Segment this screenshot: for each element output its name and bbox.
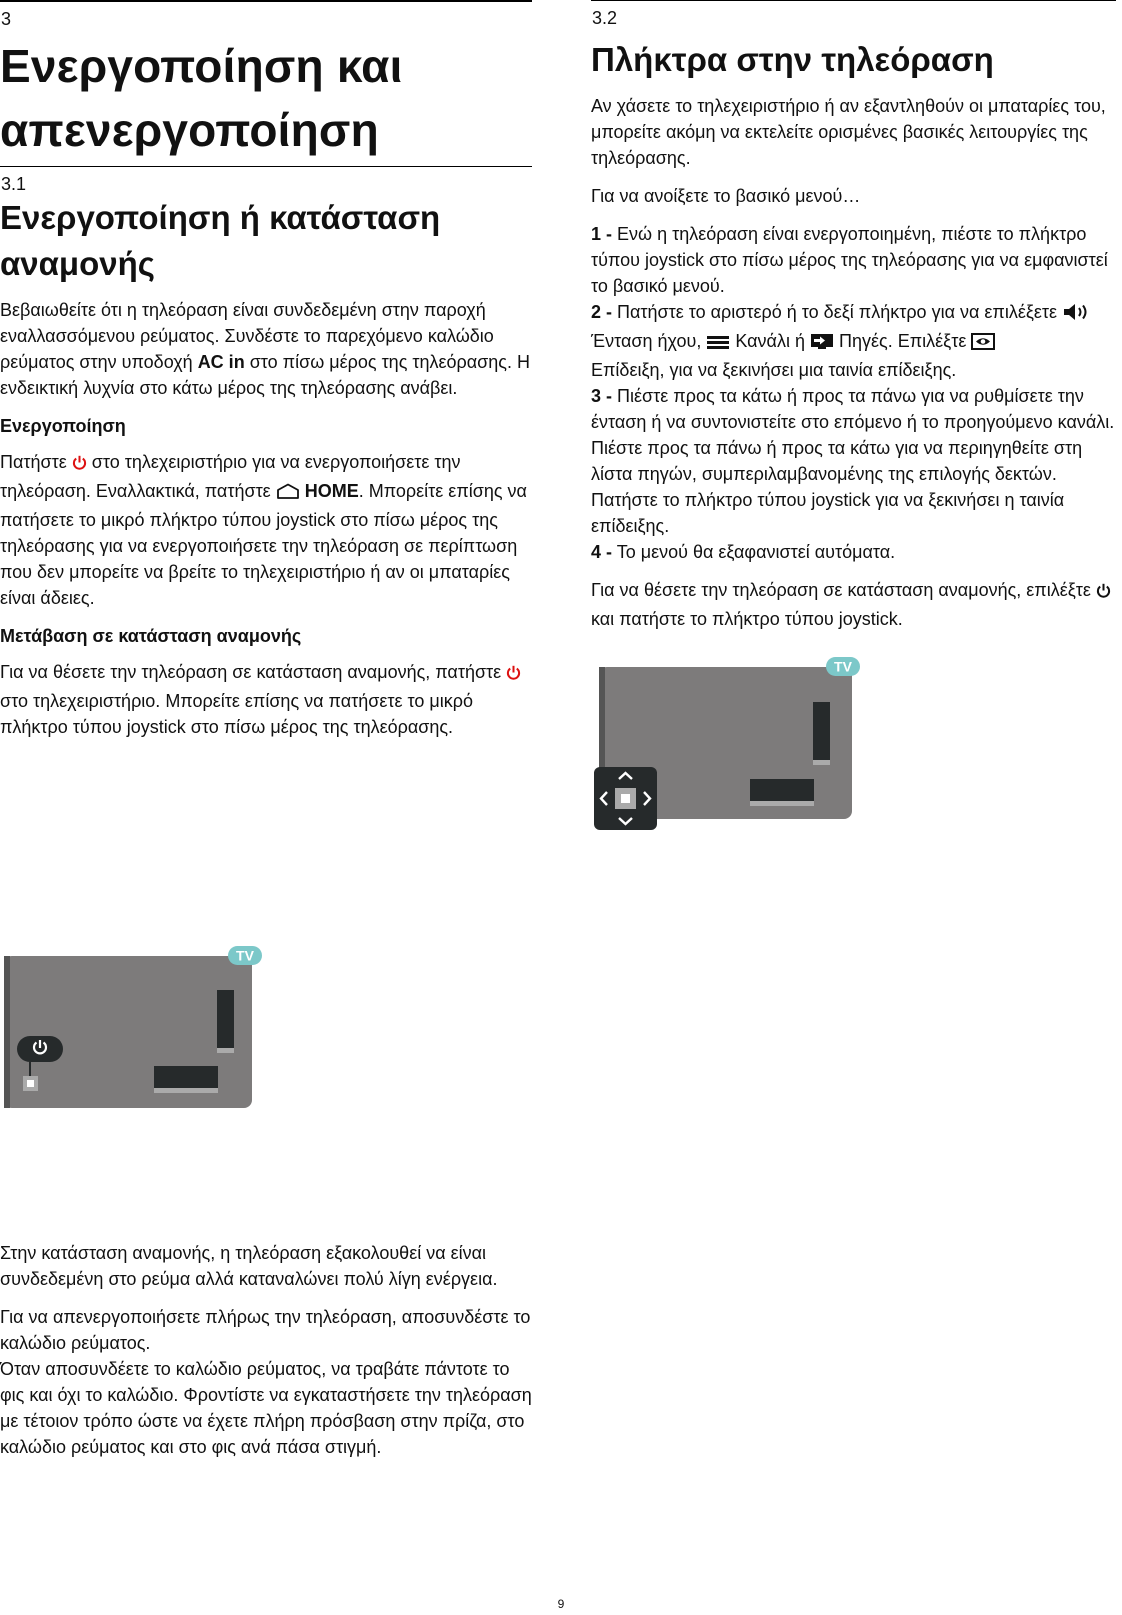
step-4: 4 - Το μενού θα εξαφανιστεί αυτόματα. [591, 542, 896, 562]
standby-heading: Μετάβαση σε κατάσταση αναμονής [0, 626, 302, 646]
section-number: 3.1 [1, 174, 27, 194]
channel-list-icon [706, 331, 730, 357]
standby-joystick-paragraph: Για να θέσετε την τηλεόραση σε κατάσταση αναμονής, επιλέξτε και πατήστε το πλήκτρο τύπου joystick. [591, 577, 1116, 632]
steps-paragraph [591, 221, 1116, 565]
step-1: 1 - Ενώ η τηλεόραση είναι ενεργοποιημένη, πιέστε το πλήκτρο τύπου joystick στο πίσω μέρος της τηλεόρασης για να εμφανιστεί το βασικό μενού. [591, 224, 1108, 296]
standby-paragraph: Για να θέσετε την τηλεόραση σε κατάσταση αναμονής, πατήστε στο τηλεχειριστήριο. Μπορείτε επίσης να πατήσετε το μικρό πλήκτρο τύπου joystick στο πίσω μέρος της τηλεόρασης. [0, 659, 532, 740]
tv-edge [4, 956, 10, 1108]
left-column-lower [0, 1240, 532, 1472]
left-column [0, 0, 532, 752]
power-off-paragraph: Για να απενεργοποιήσετε πλήρως την τηλεόραση, αποσυνδέστε το καλώδιο ρεύματος. [0, 1307, 531, 1353]
home-label: HOME [304, 481, 359, 501]
section-number: 3.2 [592, 8, 618, 28]
tv-joystick-figure [594, 657, 866, 833]
right-column [591, 0, 1116, 644]
unplug-paragraph: Όταν αποσυνδέετε το καλώδιο ρεύματος, να τραβάτε πάντοτε το φις και όχι το καλώδιο. Φροντίστε να εγκαταστήσετε την τηλεόραση με τέτοιον τρόπο ώστε να έχετε πλήρη πρόσβαση στην πρίζα, στο καλώδιο ρεύματος και στο φις ανά πάσα στιγμή. [0, 1359, 532, 1457]
tv-badge-label: TV [236, 947, 254, 964]
tv-vertical-slot [217, 990, 234, 1048]
chapter-number: 3 [1, 9, 12, 29]
step-2: 2 - Πατήστε το αριστερό ή το δεξί πλήκτρο για να επιλέξετε Ένταση ήχου, Κανάλι ή Πηγές. Επιλέξτε Επίδειξη, για να ξεκινήσει μια ταινία επίδειξης. [591, 302, 1092, 380]
open-menu-paragraph: Για να ανοίξετε το βασικό μενού… [591, 186, 861, 206]
power-on-paragraph: Πατήστε στο τηλεχειριστήριο για να ενεργοποιήσετε την τηλεόραση. Εναλλακτικά, πατήστε HOME. Μπορείτε επίσης να πατήσετε το μικρό πλήκτρο τύπου joystick στο πίσω μέρος της τηλεόρασης για να ενεργοποιήσετε την τηλεόραση σε περίπτωση που δεν μπορείτε να βρείτε το τηλεχειριστήριο ή αν οι μπαταρίες είναι άδειες. [0, 452, 527, 608]
tv-horizontal-slot [154, 1066, 218, 1088]
tv-horizontal-slot [750, 779, 814, 801]
power-on-heading: Ενεργοποίηση [0, 416, 126, 436]
intro-paragraph: Βεβαιωθείτε ότι η τηλεόραση είναι συνδεδεμένη στην παροχή εναλλασσόμενου ρεύματος. Συνδέστε το παρεχόμενο καλώδιο ρεύματος στην υποδοχή AC in στο πίσω μέρος της τηλεόρασης. Η ενδεικτική λυχνία στο κάτω μέρος της τηλεόρασης ανάβει. [0, 300, 530, 398]
chapter-title: Ενεργοποίηση και απενεργοποίηση [0, 40, 403, 156]
home-icon [276, 481, 300, 507]
power-button-callout [17, 1036, 63, 1062]
tv-power-figure [4, 946, 270, 1110]
demo-icon [971, 331, 995, 357]
ac-in-label: AC in [197, 352, 245, 372]
sources-icon [810, 331, 834, 357]
keys-intro-paragraph: Αν χάσετε το τηλεχειριστήριο ή αν εξαντληθούν οι μπαταρίες του, μπορείτε ακόμη να εκτελείτε ορισμένες βασικές λειτουργίες της τηλεόρασης. [591, 96, 1106, 168]
power-icon [72, 452, 87, 478]
step-3: 3 - Πιέστε προς τα κάτω ή προς τα πάνω για να ρυθμίσετε την ένταση ή να συντονιστείτε στο επόμενο ή το προηγούμενο κανάλι. Πιέστε προς τα πάνω ή προς τα κάτω για να περιηγηθείτε στη λίστα πηγών, συμπεριλαμβανομένης της επιλογής δεκτών. Πατήστε το πλήκτρο τύπου joystick για να ξεκινήσει η ταινία επίδειξης. [591, 386, 1115, 536]
tv-vertical-slot [813, 702, 830, 760]
power-icon [506, 662, 521, 688]
power-icon [1096, 580, 1111, 606]
tv-badge-label: TV [834, 658, 852, 675]
page-number: 9 [557, 1597, 565, 1611]
section-title: Πλήκτρα στην τηλεόραση [591, 41, 994, 78]
standby-note-paragraph: Στην κατάσταση αναμονής, η τηλεόραση εξακολουθεί να είναι συνδεδεμένη στο ρεύμα αλλά καταναλώνει πολύ λίγη ενέργεια. [0, 1243, 498, 1289]
volume-icon [1062, 302, 1092, 328]
section-title: Ενεργοποίηση ή κατάσταση αναμονής [0, 199, 441, 282]
